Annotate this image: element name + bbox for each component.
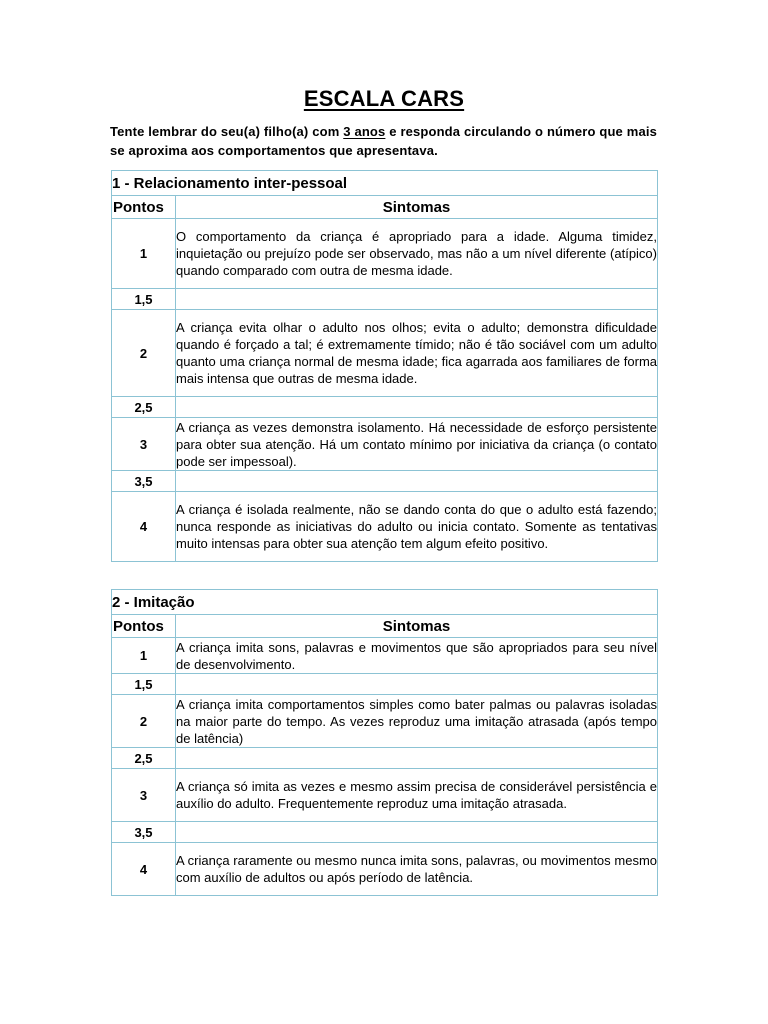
points-column-header: Pontos — [112, 615, 176, 638]
section-heading: 1 - Relacionamento inter-pessoal — [112, 171, 658, 196]
symptom-description — [176, 674, 658, 695]
score-cell[interactable]: 2 — [112, 310, 176, 397]
symptom-description — [176, 289, 658, 310]
score-cell[interactable]: 2,5 — [112, 748, 176, 769]
intro-paragraph — [110, 122, 657, 160]
table-row — [112, 219, 658, 289]
symptom-description: A criança evita olhar o adulto nos olhos; evita o adulto; demonstra dificuldade quando é forçado a tal; é extremamente tímido; não é tão sociável com um adulto quanto uma criança normal de mesma idade; fica agarrada aos familiares de forma mais intensa que outras de mesma idade. — [176, 310, 658, 397]
symptoms-column-header: Sintomas — [176, 196, 658, 219]
score-cell[interactable]: 3,5 — [112, 822, 176, 843]
points-column-header: Pontos — [112, 196, 176, 219]
section-table-imitacao — [111, 589, 658, 896]
score-cell[interactable]: 4 — [112, 492, 176, 562]
intro-text-end: e responda circulando o número que mais se aproxima aos comportamentos que apresentava. — [110, 124, 657, 158]
symptom-description: A criança imita comportamentos simples como bater palmas ou palavras isoladas na maior parte do tempo. As vezes reproduz uma imitação atrasada (após tempo de latência) — [176, 696, 657, 746]
score-cell[interactable]: 3 — [112, 769, 176, 822]
table-row — [112, 769, 658, 822]
symptom-description — [176, 822, 658, 843]
table-row — [112, 674, 658, 695]
table-row — [112, 471, 658, 492]
table-row — [112, 695, 658, 748]
table-row — [112, 748, 658, 769]
score-cell[interactable]: 4 — [112, 843, 176, 896]
score-cell[interactable]: 2,5 — [112, 397, 176, 418]
table-row — [112, 289, 658, 310]
section-table-relacionamento — [111, 170, 658, 562]
table-row — [112, 397, 658, 418]
table-row — [112, 310, 658, 397]
table-row — [112, 492, 658, 562]
table-row — [112, 843, 658, 896]
table-row — [112, 822, 658, 843]
symptom-description: A criança as vezes demonstra isolamento. Há necessidade de esforço persistente para obter sua atenção. Há um contato mínimo por iniciativa da criança (o contato pode ser impessoal). — [176, 419, 657, 469]
score-cell[interactable]: 1 — [112, 219, 176, 289]
symptom-description — [176, 748, 658, 769]
symptom-description: O comportamento da criança é apropriado para a idade. Alguma timidez, inquietação ou prejuízo pode ser observado, mas não a um nível diferente (atípico) quando comparado com outra de mesma idade. — [176, 219, 658, 289]
symptom-description — [176, 397, 658, 418]
page-title: ESCALA CARS — [303, 86, 465, 111]
score-cell[interactable]: 3 — [112, 418, 176, 471]
symptom-description: A criança imita sons, palavras e movimentos que são apropriados para seu nível de desenvolvimento. — [176, 639, 657, 672]
symptom-description: A criança só imita as vezes e mesmo assim precisa de considerável persistência e auxílio do adulto. Frequentemente reproduz uma imitação atrasada. — [176, 769, 658, 822]
symptoms-column-header: Sintomas — [176, 615, 658, 638]
intro-text-start: Tente lembrar do seu(a) filho(a) com — [110, 124, 344, 139]
symptom-description: A criança é isolada realmente, não se dando conta do que o adulto está fazendo; nunca responde as iniciativas do adulto ou inicia contato. Somente as tentativas muito intensas para obter sua atenção tem algum efeito positivo. — [176, 492, 658, 562]
score-cell[interactable]: 1,5 — [112, 289, 176, 310]
score-cell[interactable]: 1,5 — [112, 674, 176, 695]
table-row — [112, 638, 658, 674]
symptom-description — [176, 471, 658, 492]
score-cell[interactable]: 1 — [112, 638, 176, 674]
symptom-description: A criança raramente ou mesmo nunca imita sons, palavras, ou movimentos mesmo com auxílio de adultos ou após período de latência. — [176, 843, 658, 896]
section-heading: 2 - Imitação — [112, 590, 658, 615]
table-row — [112, 418, 658, 471]
intro-age-highlight: 3 anos — [343, 124, 386, 139]
score-cell[interactable]: 3,5 — [112, 471, 176, 492]
score-cell[interactable]: 2 — [112, 695, 176, 748]
